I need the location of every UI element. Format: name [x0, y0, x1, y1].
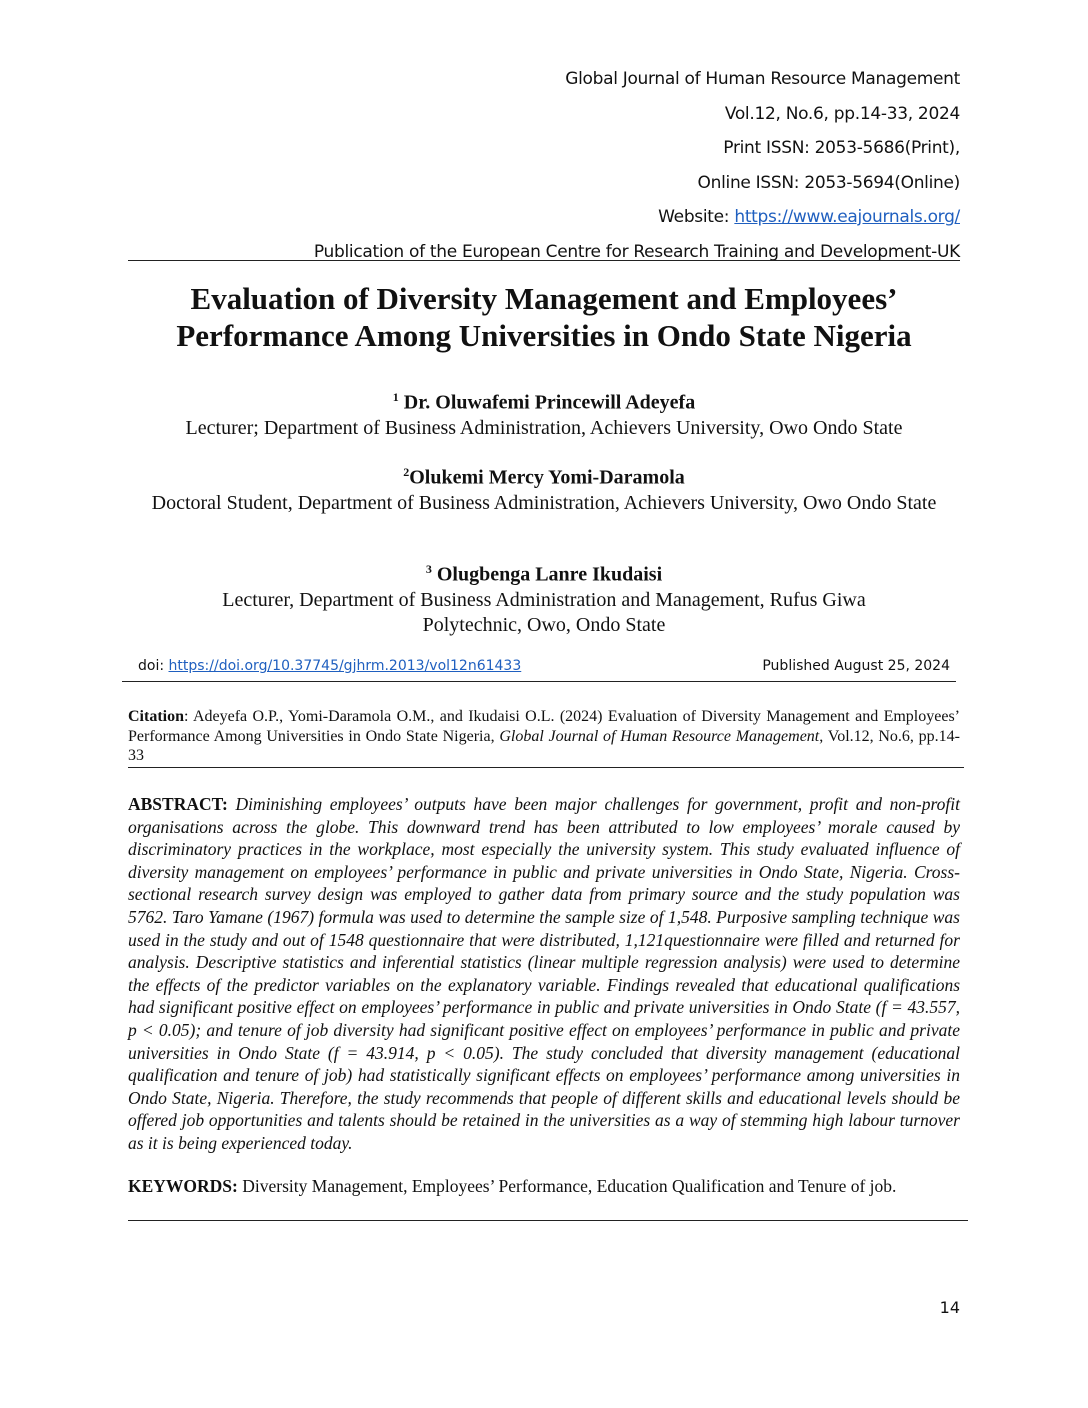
page-number: 14 — [939, 1298, 960, 1317]
citation-label: Citation — [128, 708, 184, 725]
website-label: Website: — [658, 207, 735, 227]
doi-divider — [122, 681, 956, 682]
doi-label: doi: — [138, 658, 169, 674]
keywords-divider — [128, 1220, 968, 1221]
author-2 — [128, 460, 960, 516]
author-name: Olukemi Mercy Yomi-Daramola — [409, 466, 685, 489]
published-date: Published August 25, 2024 — [762, 658, 950, 674]
journal-name: Global Journal of Human Resource Management — [565, 69, 960, 89]
doi-row — [138, 655, 950, 677]
journal-header — [128, 62, 960, 269]
author-number: 3 — [425, 562, 432, 576]
website-line — [128, 200, 960, 235]
author-affiliation: Lecturer, Department of Business Administration and Management, Rufus Giwa Polytechnic, Owo, Ondo State — [222, 588, 866, 636]
author-name: Olugbenga Lanre Ikudaisi — [436, 563, 663, 586]
title-line-1: Evaluation of Diversity Management and Employees’ — [190, 281, 898, 316]
keywords-text: Diversity Management, Employees’ Performance, Education Qualification and Tenure of job. — [237, 1176, 897, 1196]
publisher-line: Publication of the European Centre for Research Training and Development-UK — [313, 241, 960, 262]
website-link[interactable]: https://www.eajournals.org/ — [734, 207, 960, 227]
citation-journal: Global Journal of Human Resource Management — [499, 727, 820, 745]
keywords-label: KEYWORDS: — [128, 1176, 238, 1196]
author-affiliation: Lecturer; Department of Business Administration, Achievers University, Owo Ondo State — [185, 416, 903, 439]
author-affiliation: Doctoral Student, Department of Business Administration, Achievers University, Owo Ondo State — [151, 491, 937, 514]
keywords-block — [128, 1175, 960, 1198]
journal-volume: Vol.12, No.6, pp.14-33, 2024 — [724, 103, 960, 124]
citation-block — [128, 707, 960, 766]
author-1 — [128, 385, 960, 441]
author-name: Dr. Oluwafemi Princewill Adeyefa — [403, 391, 696, 414]
author-3 — [128, 557, 960, 638]
author-number: 2 — [403, 465, 410, 479]
online-issn: Online ISSN: 2053-5694(Online) — [697, 172, 960, 193]
abstract-label: ABSTRACT: — [128, 794, 228, 814]
citation-text: : Adeyefa O.P., Yomi-Daramola O.M., and Ikudaisi O.L. (2024) Evaluation of Diversity Management and Employees’ Performance Among Universities in Ondo State Nigeria, — [128, 708, 960, 745]
author-number: 1 — [392, 390, 399, 404]
print-issn: Print ISSN: 2053-5686(Print), — [723, 138, 960, 158]
doi-link[interactable]: https://doi.org/10.37745/gjhrm.2013/vol12n61433 — [168, 658, 522, 674]
paper-title — [100, 280, 988, 354]
citation-divider — [128, 767, 964, 768]
abstract-block — [128, 793, 960, 1155]
citation-tail: , Vol.12, No.6, pp.14-33 — [128, 727, 960, 764]
header-divider — [128, 260, 960, 261]
title-line-2: Performance Among Universities in Ondo State Nigeria — [176, 318, 912, 353]
abstract-text: Diminishing employees’ outputs have been major challenges for government, profit and non-profit organisations across the globe. This downward trend has been attributed to low employees’ morale caused by discriminatory practices in the workplace, most especially the university system. This study evaluated influence of diversity management on employees’ performance in public and private universities in Ondo State, Nigeria. Cross-sectional research survey design was employed to gather data from primary source and the study population was 5762. Taro Yamane (1967) formula was used to determine the sample size of 1,548. Purposive sampling technique was used in the study and out of 1548 questionnaire that were distributed, 1,121questionnaire were filled and returned for analysis. Descriptive statistics and inferential statistics (linear multiple regression analysis) were used to determine the effects of the predictor variables on the explanatory variable. Findings revealed that educational qualifications had significant positive effect on employees’ performance in public and private universities in Ondo State (f = 43.557, p < 0.05); and tenure of job diversity had significant positive effect on employees’ performance in public and private universities in Ondo State (f = 43.914, p < 0.05). The study concluded that diversity management (educational qualification and tenure of job) had statistically significant effects on employees’ performance among universities in Ondo State, Nigeria. Therefore, the study recommends that people of different skills and educational levels should be offered job opportunities and talents should be retained in the universities as a way of stemming high labour turnover as it is being experienced today. — [128, 794, 960, 1153]
